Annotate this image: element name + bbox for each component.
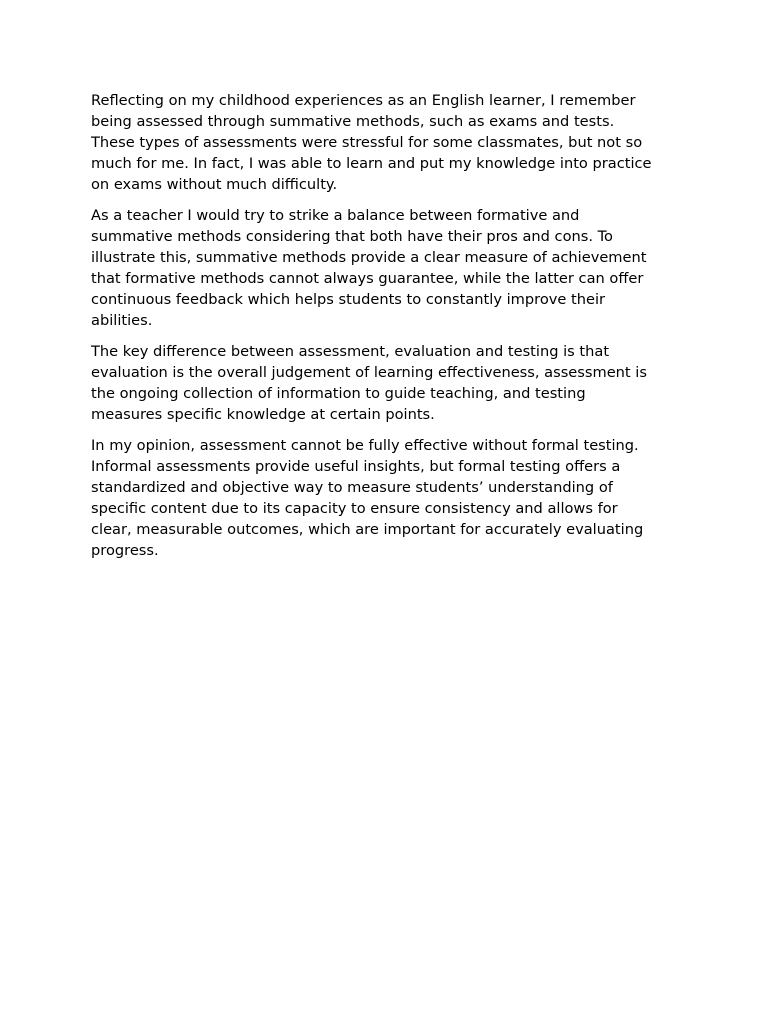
paragraph-line: In my opinion, assessment cannot be fully effective without formal testing. (91, 437, 639, 455)
paragraph-line: progress. (91, 541, 159, 559)
paragraph-line: Reflecting on my childhood experiences as an English learner, I remember (91, 92, 636, 109)
paragraph-line: Informal assessments provide useful insights, but formal testing offers a (91, 458, 621, 475)
paragraph-line: specific content due to its capacity to ensure consistency and allows for (91, 499, 618, 517)
paragraph-line: The key difference between assessment, evaluation and testing is that (91, 342, 610, 360)
paragraph-line: As a teacher I would try to strike a balance between formative and (91, 207, 580, 225)
paragraph-line: standardized and objective way to measure students’ understanding of (91, 478, 613, 496)
paragraph-line: These types of assessments were stressful for some classmates, but not so (91, 133, 643, 151)
paragraph-line: abilities. (91, 311, 153, 329)
paragraph-line: being assessed through summative methods, such as exams and tests. (91, 112, 615, 130)
paragraph-line: continuous feedback which helps students to constantly improve their (91, 290, 606, 308)
paragraph-line: illustrate this, summative methods provide a clear measure of achievement (91, 248, 647, 266)
paragraph-line: that formative methods cannot always guarantee, while the latter can offer (91, 269, 644, 287)
paragraph-line: much for me. In fact, I was able to learn and put my knowledge into practice (91, 154, 652, 172)
paragraph-teacher-balance (91, 206, 677, 331)
paragraph-key-difference (91, 342, 677, 426)
paragraph-line: on exams without much difficulty. (91, 175, 338, 193)
paragraph-line: measures specific knowledge at certain points. (91, 405, 435, 423)
document-body (91, 91, 677, 572)
paragraph-opinion (91, 436, 677, 561)
paragraph-line: summative methods considering that both have their pros and cons. To (91, 227, 613, 245)
paragraph-line: clear, measurable outcomes, which are important for accurately evaluating (91, 520, 644, 538)
paragraph-line: evaluation is the overall judgement of learning effectiveness, assessment is (91, 363, 647, 381)
paragraph-line: the ongoing collection of information to guide teaching, and testing (91, 384, 586, 402)
paragraph-childhood-reflection (91, 91, 677, 196)
